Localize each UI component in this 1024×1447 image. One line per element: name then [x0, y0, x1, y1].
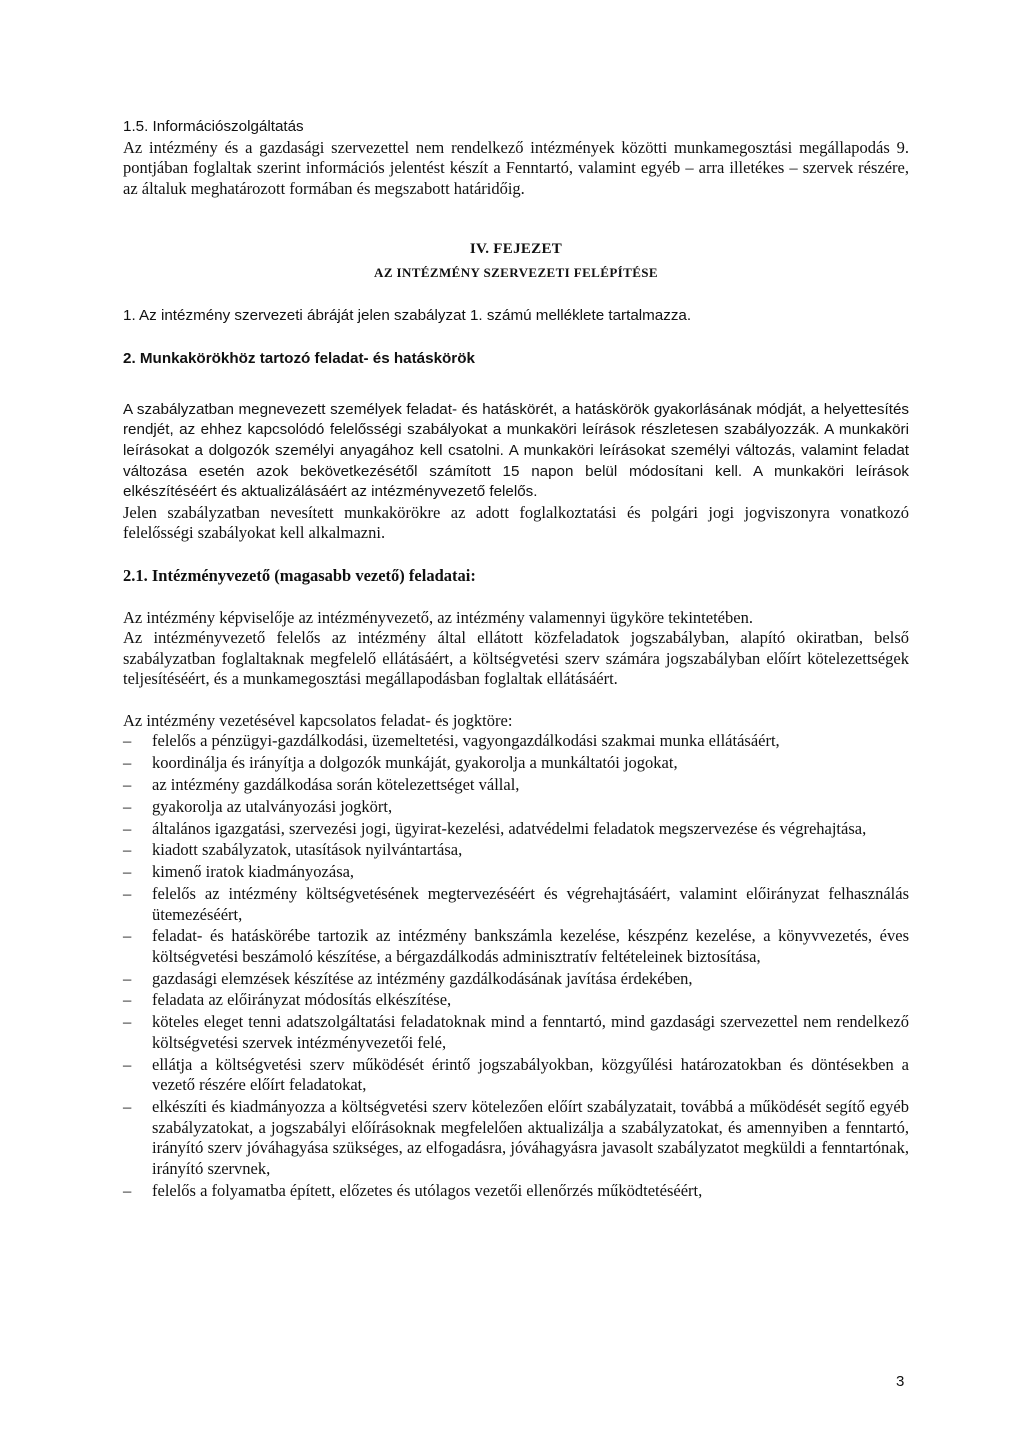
- item-2-1-paragraph-1: Az intézmény képviselője az intézményvezető, az intézmény valamennyi ügyköre tekintetében.: [123, 607, 753, 627]
- duty-text: kimenő iratok kiadmányozása,: [152, 862, 355, 882]
- duties-list: [123, 731, 909, 1201]
- duty-text: általános igazgatási, szervezési jogi, ügyirat-kezelési, adatvédelmi feladatok megszervezése és végrehajtása,: [152, 818, 867, 838]
- dash-bullet: –: [123, 862, 132, 882]
- duty-list-item: [123, 969, 909, 990]
- duty-text: gazdasági elemzések készítése az intézmény gazdálkodásának javítása érdekében,: [152, 968, 693, 988]
- duty-text: felelős a pénzügyi-gazdálkodási, üzemeltetési, vagyongazdálkodási szakmai munka ellátásáért,: [152, 731, 780, 751]
- duty-text: ellátja a költségvetési szerv működését érintő jogszabályokban, közgyűlési határozatokban és döntésekben a vezető részére előírt feladatokat,: [152, 1054, 909, 1095]
- dash-bullet: –: [123, 883, 132, 903]
- dash-bullet: –: [123, 753, 132, 773]
- page-number: 3: [896, 1373, 905, 1390]
- duty-text: köteles eleget tenni adatszolgáltatási feladatoknak mind a fenntartó, mind gazdasági szervezettel nem rendelkező költségvetési szervek intézményvezetői felé,: [152, 1012, 909, 1052]
- duty-list-item: [123, 840, 909, 861]
- section-heading-1-5: 1.5. Információszolgáltatás: [123, 118, 304, 135]
- document-page: [123, 117, 909, 1202]
- chapter-title: AZ INTÉZMÉNY SZERVEZETI FELÉPÍTÉSE: [374, 264, 658, 280]
- item-2-1-paragraph-2: Az intézményvezető felelős az intézmény által ellátott közfeladatok jogszabályban, alapító okiratban, belső szabályzatban foglaltaknak megfelelő ellátásáért, a költségvetési szerv számára jogszabályban előírt kötelezettségek teljesítéséért, és a munkamegosztási megállapodásban foglaltak ellátásáért.: [123, 628, 909, 689]
- duty-list-item: [123, 990, 909, 1011]
- item-2-1-heading: 2.1. Intézményvezető (magasabb vezető) feladatai:: [123, 565, 476, 585]
- duty-list-item: [123, 1055, 909, 1096]
- dash-bullet: –: [123, 926, 132, 946]
- dash-bullet: –: [123, 1054, 132, 1074]
- section-1-5-body: Az intézmény és a gazdasági szervezettel nem rendelkező intézmények közötti munkamegosztási megállapodás 9. pontjában foglaltak szerint információs jelentést készít a Fenntartó, valamint egyéb – arra illetékes – szervek részére, az általuk meghatározott formában és megszabott határidőig.: [123, 137, 909, 198]
- item-2-paragraph-1: A szabályzatban megnevezett személyek feladat- és hatáskörét, a hatáskörök gyakorlásának módját, a helyettesítés rendjét, az ehhez kapcsolódó felelősségi szabályokat a munkaköri leírások részletesen szabályozzák. A munkaköri leírásokat a dolgozók személyi anyagához kell csatolni. A munkaköri leírásokat személyi változás, valamint feladat változása esetén azok bekövetkezésétől számított 15 napon belül módosítani kell. A munkaköri leírások elkészítéséért és aktualizálásáért az intézményvezető felelős.: [123, 400, 909, 501]
- chapter-number: IV. FEJEZET: [469, 241, 563, 258]
- duty-text: felelős az intézmény költségvetésének megtervezéséért és végrehajtásáért, valamint előirányzat felhasználás ütemezéséért,: [152, 883, 909, 924]
- duty-text: feladata az előirányzat módosítás elkészítése,: [152, 990, 452, 1010]
- duty-text: koordinálja és irányítja a dolgozók munkáját, gyakorolja a munkáltatói jogokat,: [152, 753, 678, 773]
- duties-intro: Az intézmény vezetésével kapcsolatos feladat- és jogktöre:: [123, 710, 513, 730]
- duty-list-item: [123, 797, 909, 818]
- dash-bullet: –: [123, 1180, 132, 1200]
- item-2-paragraph-2: Jelen szabályzatban nevesített munkakörökre az adott foglalkoztatási és polgári jogi jogviszonyra vonatkozó felelősségi szabályokat kell alkalmazni.: [123, 502, 909, 543]
- dash-bullet: –: [123, 775, 132, 795]
- duty-list-item: [123, 819, 909, 840]
- duty-list-item: [123, 775, 909, 796]
- duty-list-item: [123, 731, 909, 752]
- duty-list-item: [123, 1012, 909, 1053]
- dash-bullet: –: [123, 796, 132, 816]
- duty-text: gyakorolja az utalványozási jogkört,: [152, 796, 393, 816]
- dash-bullet: –: [123, 840, 132, 860]
- duty-list-item: [123, 926, 909, 967]
- dash-bullet: –: [123, 1012, 132, 1032]
- duty-list-item: [123, 753, 909, 774]
- duty-list-item: [123, 1181, 909, 1202]
- dash-bullet: –: [123, 818, 132, 838]
- item-1-text: 1. Az intézmény szervezeti ábráját jelen szabályzat 1. számú melléklete tartalmazza.: [123, 306, 692, 324]
- duty-text: elkészíti és kiadmányozza a költségvetési szerv kötelezően előírt szabályzatait, továbbá a működését segítő egyéb szabályzatokat, a jogszabályi előírásoknak megfelelően aktualizálja a szabályzatokat, és amennyiben a fenntartó, irányító szerv jóváhagyása szükséges, az elfogadásra, jóváhagyásra javasolt szabályzatot megküldi a fenntartónak, irányító szervnek,: [152, 1097, 909, 1178]
- duty-text: feladat- és hatáskörébe tartozik az intézmény bankszámla kezelése, készpénz kezelése, a könyvvezetés, éves költségvetési beszámoló készítése, a bérgazdálkodás adminisztratív feltételeinek biztosítása,: [152, 926, 909, 966]
- dash-bullet: –: [123, 968, 132, 988]
- dash-bullet: –: [123, 731, 132, 751]
- dash-bullet: –: [123, 990, 132, 1010]
- dash-bullet: –: [123, 1097, 132, 1116]
- duty-text: kiadott szabályzatok, utasítások nyilvántartása,: [152, 840, 463, 860]
- duty-list-item: [123, 1097, 909, 1179]
- duty-list-item: [123, 862, 909, 883]
- duty-list-item: [123, 884, 909, 925]
- duty-text: felelős a folyamatba épített, előzetes és utólagos vezetői ellenőrzés működtetéséért,: [152, 1180, 703, 1200]
- duty-text: az intézmény gazdálkodása során kötelezettséget vállal,: [152, 775, 520, 795]
- item-2-heading: 2. Munkakörökhöz tartozó feladat- és hatáskörök: [123, 350, 475, 368]
